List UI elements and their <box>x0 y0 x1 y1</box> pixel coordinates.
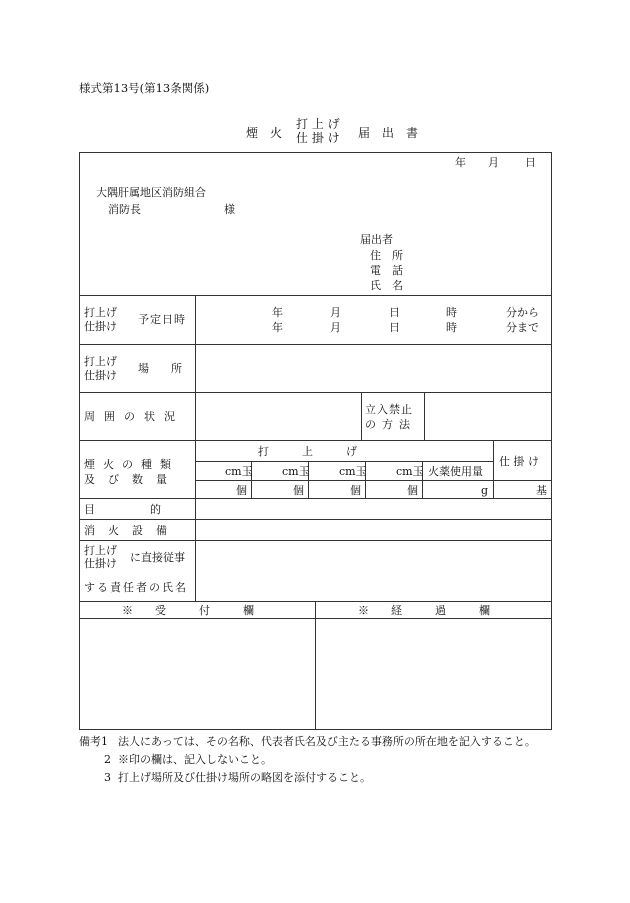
note-prefix: 備考1 <box>79 735 108 748</box>
title-stack-top: 打 上 げ <box>296 117 340 131</box>
end-hour: 時 <box>446 321 457 334</box>
rule <box>79 295 552 296</box>
purpose-label: 目 的 <box>84 503 161 516</box>
rule <box>79 152 552 153</box>
size-unit-2: cm玉 <box>282 465 310 478</box>
set-unit: 基 <box>536 484 547 497</box>
shikake-header: 仕 掛 け <box>499 455 539 468</box>
location-label-top: 打上げ <box>84 355 117 368</box>
honorific: 様 <box>224 203 235 216</box>
note-text: 法人にあっては、その名称、代表者氏名及び主たる事務所の所在地を記入すること。 <box>118 735 536 748</box>
count-unit-1: 個 <box>236 484 247 497</box>
progress-label: ※ 経 過 欄 <box>358 604 490 617</box>
rule <box>195 480 552 481</box>
start-year: 年 <box>272 306 283 319</box>
gram-unit: g <box>481 484 489 497</box>
start-hour: 時 <box>446 306 457 319</box>
note-prefix: 2 <box>104 753 111 766</box>
fireworks-label-bottom: 及び数量 <box>84 473 180 486</box>
title-stack-bottom: 仕 掛 け <box>296 131 340 145</box>
rule <box>424 392 425 440</box>
gunpowder-label: 火薬使用量 <box>428 465 483 478</box>
rule <box>79 498 552 499</box>
rule <box>79 440 552 441</box>
count-unit-2: 個 <box>293 484 304 497</box>
schedule-label-top: 打上げ <box>84 306 117 319</box>
addressee-title: 消防長 <box>108 203 141 216</box>
end-minute: 分まで <box>506 321 539 334</box>
location-label-suffix: 場 所 <box>138 362 182 375</box>
reception-label: ※ 受 付 欄 <box>122 604 254 617</box>
end-day: 日 <box>389 321 400 334</box>
title-right: 届 出 書 <box>358 126 419 140</box>
restriction-label-top: 立入禁止 <box>365 403 413 416</box>
responsible-label-top1: 打上げ <box>84 544 117 557</box>
count-unit-3: 個 <box>350 484 361 497</box>
reception-field <box>80 619 315 729</box>
rule <box>79 519 552 520</box>
fireworks-label-top: 煙火の種類 <box>84 458 179 471</box>
restriction-label-bottom: の方法 <box>365 418 416 431</box>
form-number: 様式第13号(第13条関係) <box>79 81 210 95</box>
responsible-label-top2: 仕掛け <box>84 557 117 570</box>
size-unit-4: cm玉 <box>396 465 424 478</box>
rule <box>361 392 362 440</box>
surroundings-label: 周囲の状況 <box>84 410 184 423</box>
end-month: 月 <box>330 321 341 334</box>
fire-equipment-label: 消 火 設 備 <box>84 524 168 537</box>
address-label: 住 所 <box>370 249 403 262</box>
start-month: 月 <box>330 306 341 319</box>
schedule-label-suffix: 予定日時 <box>138 313 186 326</box>
note-prefix: 3 <box>104 771 111 784</box>
date-day: 日 <box>525 156 536 169</box>
applicant-label: 届出者 <box>360 233 393 246</box>
uchiage-header: 打 上 げ <box>258 445 357 458</box>
size-unit-3: cm玉 <box>339 465 367 478</box>
progress-field <box>316 619 551 729</box>
schedule-label-bottom: 仕掛け <box>84 320 117 333</box>
rule <box>79 392 552 393</box>
start-minute: 分から <box>506 306 539 319</box>
phone-label: 電 話 <box>370 264 403 277</box>
note-text: 打上げ場所及び仕掛け場所の略図を添付すること。 <box>118 771 371 784</box>
start-day: 日 <box>389 306 400 319</box>
note-text: ※印の欄は、記入しないこと。 <box>118 753 272 766</box>
rule <box>493 440 494 498</box>
responsible-label-suffix: に直接従事 <box>130 551 185 564</box>
size-unit-1: cm玉 <box>225 465 253 478</box>
rule <box>79 540 552 541</box>
name-label: 氏 名 <box>370 279 403 292</box>
responsible-label-bottom: する責任者の氏名 <box>84 581 188 594</box>
date-month: 月 <box>488 156 499 169</box>
rule <box>195 461 493 462</box>
title-left: 煙 火 <box>246 126 283 140</box>
count-unit-4: 個 <box>407 484 418 497</box>
addressee-org: 大隅肝属地区消防組合 <box>96 186 206 199</box>
rule <box>79 729 552 730</box>
location-label-bottom: 仕掛け <box>84 369 117 382</box>
rule <box>79 344 552 345</box>
rule <box>551 152 552 730</box>
end-year: 年 <box>272 321 283 334</box>
rule <box>195 295 196 601</box>
date-year: 年 <box>455 156 466 169</box>
